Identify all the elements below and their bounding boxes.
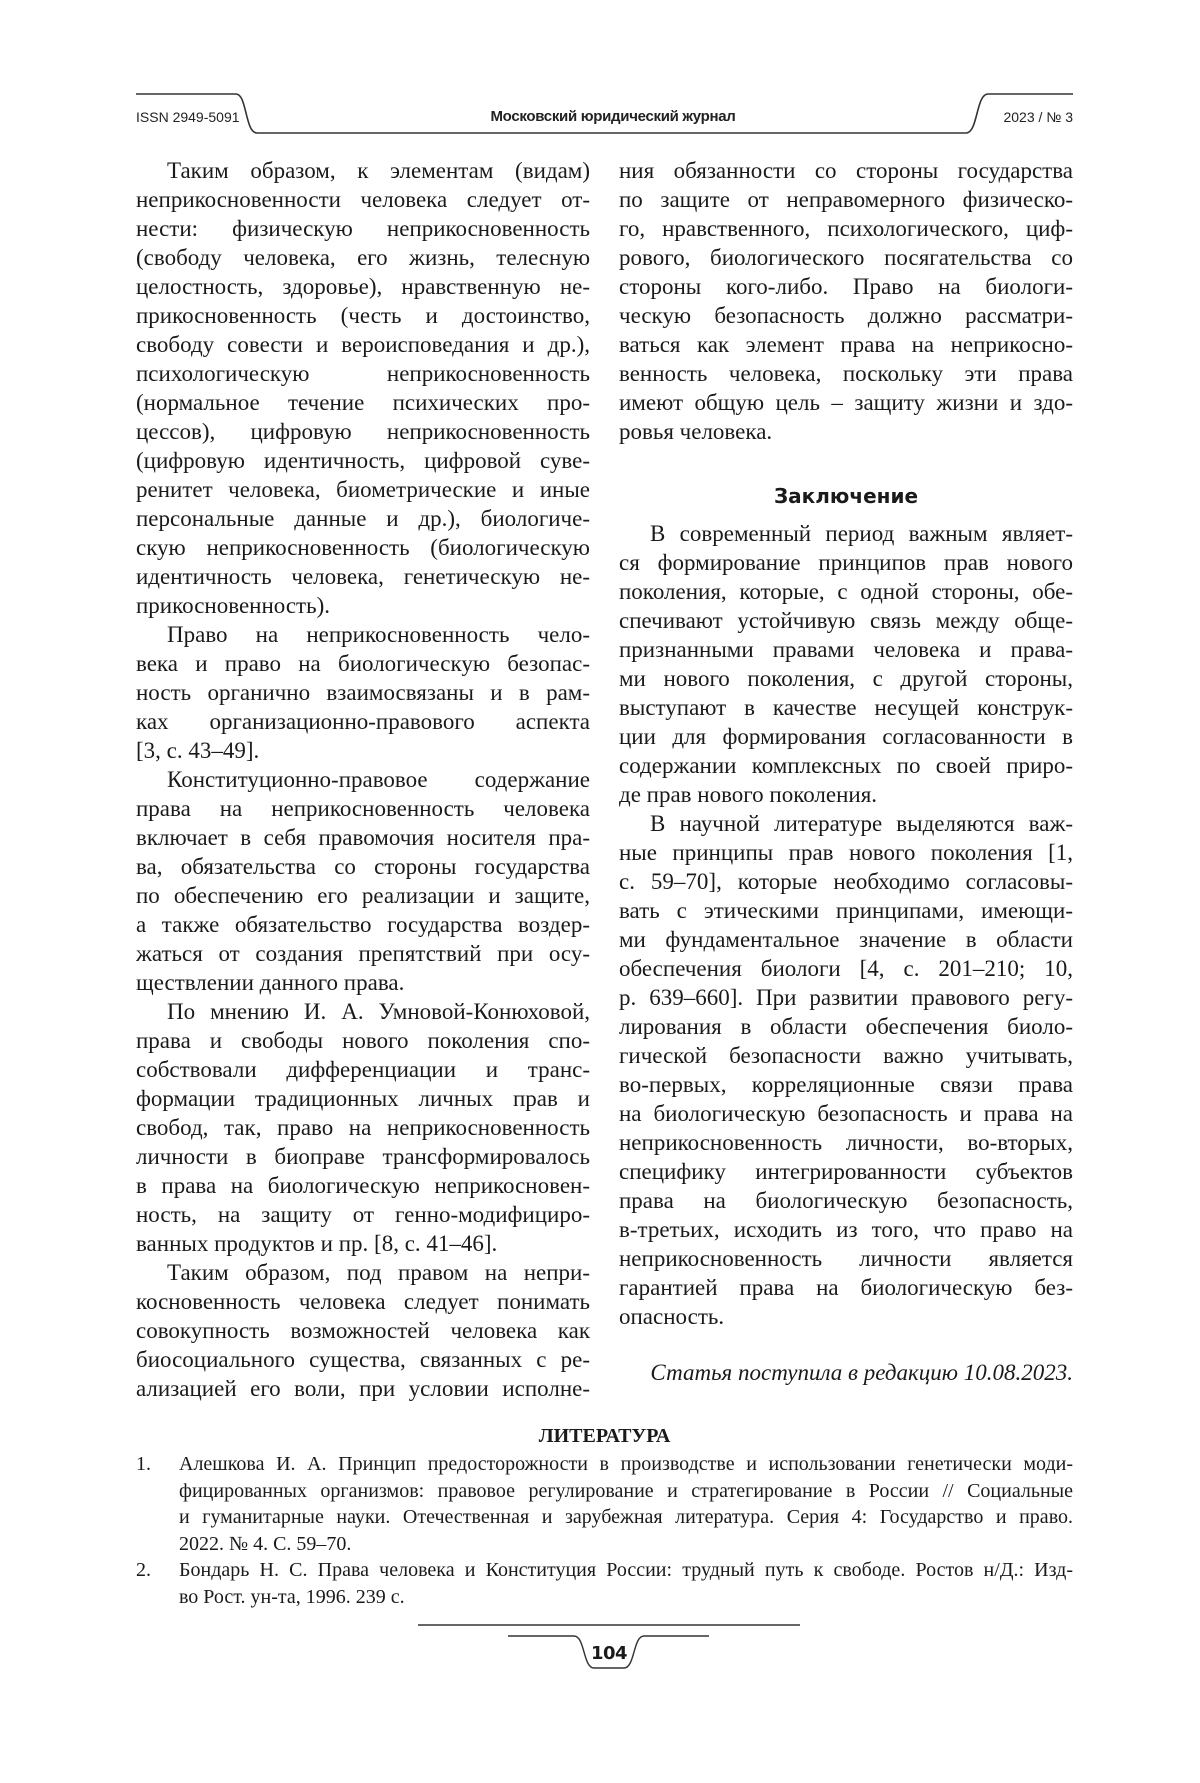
text-line: ва, обязательства со стороны государства (136, 854, 590, 879)
text-line: по обеспечению его реализации и защите, (136, 883, 590, 908)
reference-line: и гуманитарные науки. Отечественная и зарубежная литература. Серия 4: Государство и право. (179, 1506, 1073, 1529)
text-line: включает в себя правомочия носителя пра- (136, 825, 590, 850)
text-line: неприкосновенности человека следует от- (136, 187, 590, 212)
text-line: ные принципы прав нового поколения [1, (619, 840, 1073, 865)
text-line: гарантией права на биологическую без- (619, 1275, 1073, 1300)
text-line: (цифровую идентичность, цифровой суве- (136, 448, 590, 473)
reference-text (179, 1557, 1073, 1610)
text-line: во-первых, корреляционные связи права (619, 1072, 1073, 1097)
text-line: вать с этическими принципами, имеющи- (619, 898, 1073, 923)
text-line: Таким образом, под правом на непри- (167, 1260, 590, 1285)
text-line: (нормальное течение психических про- (136, 390, 590, 415)
text-line: ществлении данного права. (136, 970, 405, 995)
text-line: ность, на защиту от генно-модифициро- (136, 1202, 590, 1227)
text-line: признанными правами человека и права- (619, 637, 1073, 662)
paragraph (136, 156, 590, 620)
page-number: 104 (590, 1643, 628, 1664)
text-line: специфику интегрированности субъектов (619, 1159, 1073, 1184)
left-column (136, 156, 590, 1403)
text-line: цессов), цифровую неприкосновенность (136, 419, 590, 444)
issn: ISSN 2949-5091 (136, 109, 240, 125)
text-line: де прав нового поколения. (619, 782, 878, 807)
paragraph (136, 765, 590, 997)
text-line: ках организационно-правового аспекта (136, 709, 590, 734)
text-line: психологическую неприкосновенность (136, 361, 590, 386)
text-line: имеют общую цель – защиту жизни и здо- (619, 390, 1073, 415)
text-line: свобод, так, право на неприкосновенность (136, 1115, 590, 1140)
text-line: права на неприкосновенность человека (136, 796, 590, 821)
text-line: идентичность человека, генетическую не- (136, 564, 590, 589)
text-line: ализацией его воли, при условии исполне- (136, 1376, 590, 1401)
reference-line: Алешкова И. А. Принцип предосторожности в производстве и использовании генетически моди- (179, 1453, 1073, 1475)
text-line: По мнению И. А. Умновой-Конюховой, (167, 999, 590, 1024)
paragraph (619, 519, 1073, 809)
text-line: выступают в качестве несущей конструк- (619, 695, 1073, 720)
text-line: ность органично взаимосвязаны и в рам- (136, 680, 590, 705)
text-line: права и свободы нового поколения спо- (136, 1028, 590, 1053)
text-line: В научной литературе выделяются важ- (650, 811, 1073, 836)
paragraph (136, 1258, 590, 1403)
text-line: В современный период важным являет- (650, 521, 1073, 546)
text-line: (свободу человека, его жизнь, телесную (136, 245, 590, 270)
text-line: рового, биологического посягательства со (619, 245, 1073, 270)
right-column (619, 156, 1073, 1387)
text-line: свободу совести и вероисповедания и др.), (136, 332, 590, 357)
text-line: опасность. (619, 1304, 725, 1329)
text-line: неприкосновенность личности является (619, 1246, 1073, 1271)
reference-item (136, 1557, 1073, 1610)
reference-item (136, 1451, 1073, 1557)
paragraph (619, 156, 1073, 446)
text-line: ми нового поколения, с другой стороны, (619, 666, 1073, 691)
reference-line: Бондарь Н. С. Права человека и Конституция России: трудный путь к свободе. Ростов н/Д.: Изд- (179, 1559, 1073, 1582)
text-line: ми фундаментальное значение в области (619, 927, 1073, 952)
reference-line: во Рост. ун-та, 1996. 239 с. (179, 1585, 405, 1608)
text-line: ровья человека. (619, 419, 773, 444)
text-line: ческую безопасность должно рассматри- (619, 303, 1073, 328)
text-line: го, нравственного, психологического, циф- (619, 216, 1073, 241)
text-line: содержании комплексных по своей приро- (619, 753, 1073, 778)
conclusion-heading: Заключение (773, 484, 919, 508)
reference-line: 2022. № 4. С. 59–70. (179, 1532, 352, 1555)
text-line: лирования в области обеспечения биоло- (619, 1014, 1073, 1039)
references (136, 1423, 1073, 1611)
text-line: а также обязательство государства воздер- (136, 912, 590, 937)
references-heading: ЛИТЕРАТУРА (538, 1425, 671, 1447)
text-line: Право на неприкосновенность чело- (167, 622, 590, 647)
text-line: обеспечения биологи [4, с. 201–210; 10, (619, 956, 1073, 981)
reference-line: фицированных организмов: правовое регулирование и стратегирование в России // Социальные (179, 1479, 1073, 1502)
text-line: в права на биологическую неприкосновен- (136, 1173, 590, 1198)
text-line: гической безопасности важно учитывать, (619, 1043, 1073, 1068)
text-line: венность человека, поскольку эти права (619, 361, 1073, 386)
text-line: скую неприкосновенность (биологическую (136, 535, 590, 560)
text-line: с. 59–70], которые необходимо согласовы- (619, 869, 1073, 894)
journal-title: Московский юридический журнал (490, 108, 736, 125)
paragraph (136, 620, 590, 765)
text-line: права на биологическую безопасность, (619, 1188, 1073, 1213)
text-line: ции для формирования согласованности в (619, 724, 1073, 749)
reference-number: 2. (136, 1559, 151, 1582)
text-line: ния обязанности со стороны государства (619, 158, 1073, 183)
text-line: [3, с. 43–49]. (136, 738, 260, 763)
text-line: на биологическую безопасность и права на (619, 1101, 1073, 1126)
text-line: совокупность возможностей человека как (136, 1318, 590, 1343)
issue-number: 2023 / № 3 (1003, 109, 1073, 125)
text-line: целостность, здоровье), нравственную не- (136, 274, 590, 299)
text-line: ренитет человека, биометрические и иные (136, 477, 590, 502)
continued-text (619, 156, 1073, 446)
paragraph (619, 809, 1073, 1331)
text-line: ся формирование принципов прав нового (619, 550, 1073, 575)
text-line: прикосновенность (честь и достоинство, (136, 303, 590, 328)
reference-text (179, 1451, 1073, 1557)
text-line: личности в биоправе трансформировалось (136, 1144, 590, 1169)
reference-list (136, 1451, 1073, 1611)
text-line: неприкосновенность личности, во-вторых, (619, 1130, 1073, 1155)
received-note: Статья поступила в редакцию 10.08.2023. (650, 1360, 1073, 1385)
conclusion-body (619, 519, 1073, 1331)
text-line: Конституционно-правовое содержание (167, 767, 590, 792)
text-line: стороны кого-либо. Право на биологи- (619, 274, 1073, 299)
text-line: по защите от неправомерного физическо- (619, 187, 1073, 212)
paragraph (136, 997, 590, 1258)
text-line: формации традиционных личных прав и (136, 1086, 590, 1111)
text-line: персональные данные и др.), биологиче- (136, 506, 590, 531)
text-line: ваться как элемент права на неприкосно- (619, 332, 1073, 357)
text-line: спечивают устойчивую связь между обще- (619, 608, 1073, 633)
text-line: жаться от создания препятствий при осу- (136, 941, 590, 966)
text-line: поколения, которые, с одной стороны, обе- (619, 579, 1073, 604)
reference-number: 1. (136, 1453, 151, 1475)
text-line: Таким образом, к элементам (видам) (167, 158, 590, 183)
text-line: века и право на биологическую безопас- (136, 651, 590, 676)
text-line: биосоциального существа, связанных с ре- (136, 1347, 590, 1372)
text-line: прикосновенность). (136, 593, 330, 618)
text-line: нести: физическую неприкосновенность (136, 216, 590, 241)
text-line: p. 639–660]. При развитии правового регу- (619, 985, 1073, 1010)
text-line: косновенность человека следует понимать (136, 1289, 590, 1314)
text-line: собствовали дифференциации и транс- (136, 1057, 590, 1082)
text-line: ванных продуктов и пр. [8, с. 41–46]. (136, 1231, 498, 1256)
text-line: в-третьих, исходить из того, что право на (619, 1217, 1073, 1242)
